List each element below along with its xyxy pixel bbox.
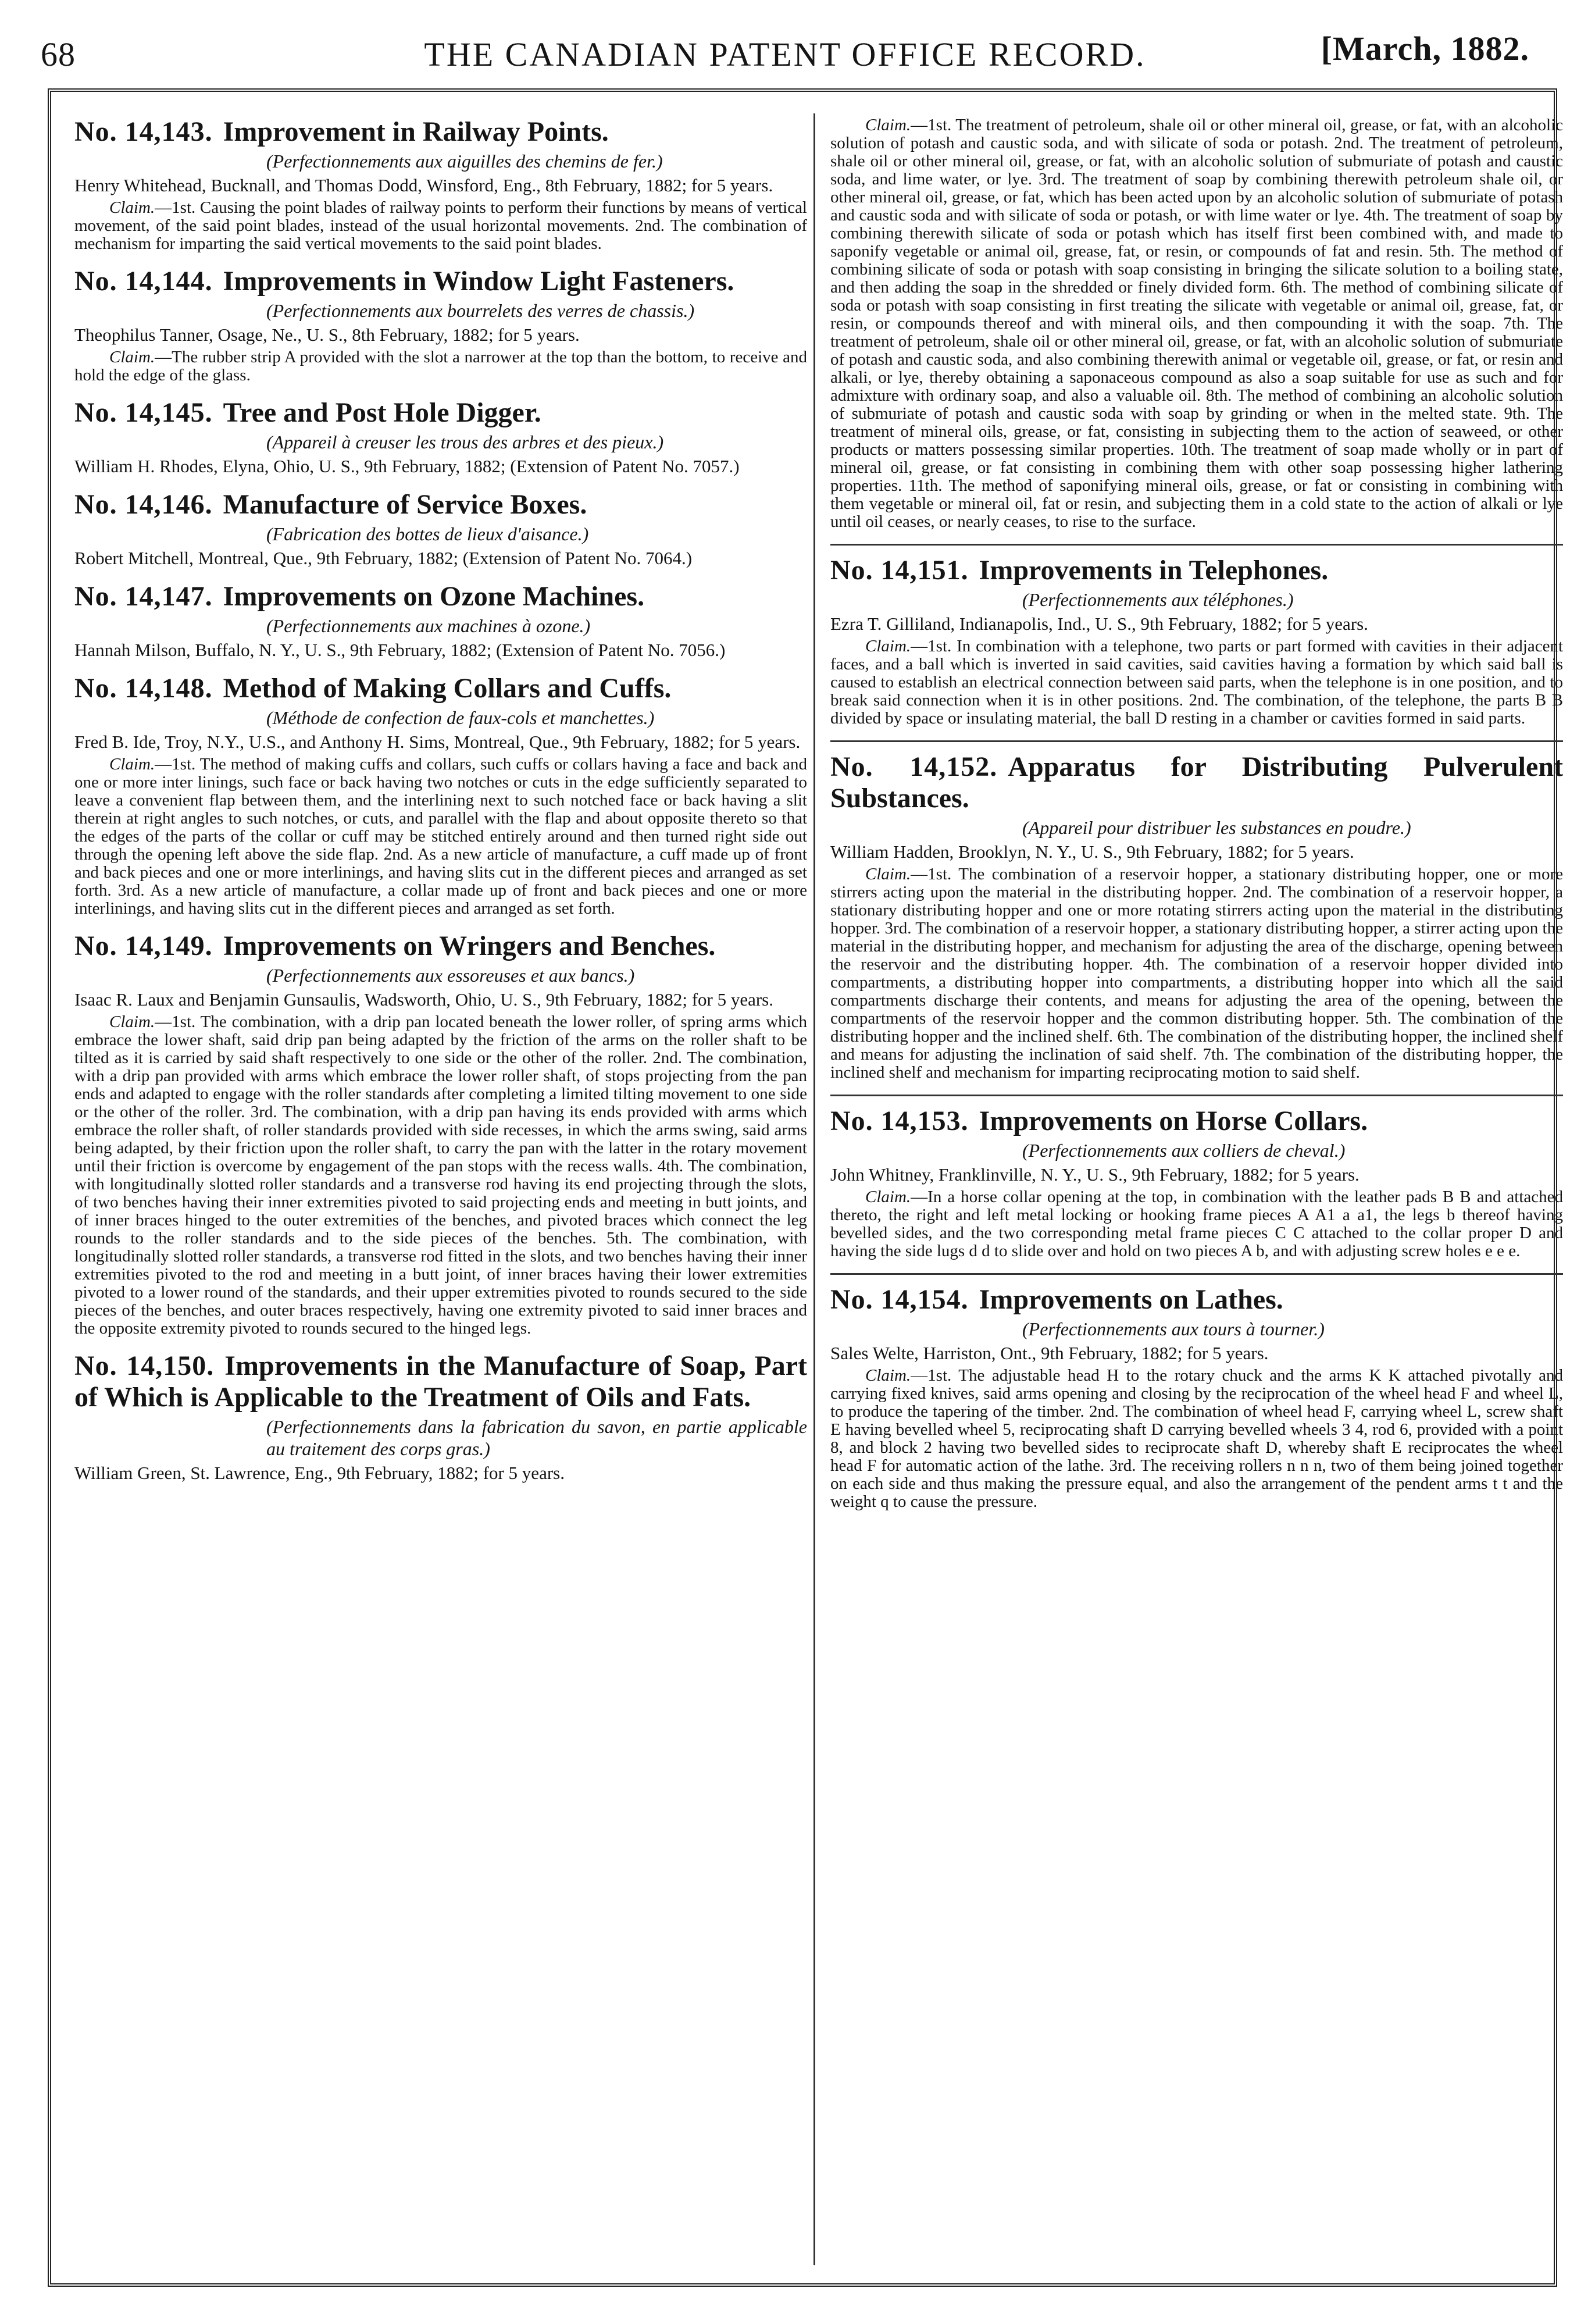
claim-text [74, 1013, 807, 1338]
section-rule [830, 1273, 1563, 1275]
patent-number: No. 14,143. [74, 116, 213, 147]
patent-heading [74, 397, 807, 429]
patent-number: No. 14,152. [830, 751, 998, 782]
inventor-line: John Whitney, Franklinville, N. Y., U. S., 9th February, 1882; for 5 years. [830, 1164, 1360, 1185]
patent-heading [830, 1284, 1563, 1316]
patent-title: Improvements on Horse Collars. [979, 1106, 1368, 1136]
patent-heading [74, 931, 807, 962]
patent-title: Improvements on Ozone Machines. [223, 581, 645, 612]
patent-entry [74, 116, 807, 253]
claim-body: —1st. Causing the point blades of railway points to perform their functions by means of vertical movement, of the said point blades, instead of the usual horizontal movements. 2nd. The combination of mechanism for imparting the said vertical movements to the said point blades. [74, 198, 807, 253]
patent-title: Improvements in the Manufacture of Soap, Part of Which is Applicable to the Treatment of Oils and Fats. [74, 1350, 807, 1413]
section-rule [830, 544, 1563, 546]
french-title: (Perfectionnements aux colliers de cheval.) [1022, 1140, 1346, 1161]
inventor-line: Sales Welte, Harriston, Ont., 9th February, 1882; for 5 years. [830, 1343, 1269, 1363]
patent-entry [830, 555, 1563, 728]
patent-title: Tree and Post Hole Digger. [223, 397, 541, 428]
patent-number: No. 14,147. [74, 581, 213, 612]
french-title: (Perfectionnements aux aiguilles des chemins de fer.) [266, 151, 663, 172]
french-title: (Fabrication des bottes de lieux d'aisance.) [266, 523, 589, 544]
right-column [830, 116, 1563, 2280]
patent-heading [74, 581, 807, 612]
claim-label: Claim. [109, 1013, 155, 1031]
patent-entry [74, 931, 807, 1338]
patent-number: No. 14,153. [830, 1106, 969, 1136]
claim-label: Claim. [865, 1188, 911, 1206]
patent-entry [74, 673, 807, 918]
claim-text [830, 865, 1563, 1082]
claim-text [74, 199, 807, 253]
patent-entry [830, 1284, 1563, 1511]
inventor-line: Robert Mitchell, Montreal, Que., 9th February, 1882; (Extension of Patent No. 7064.) [74, 548, 693, 568]
patent-heading [830, 1106, 1563, 1137]
claim-label: Claim. [865, 116, 911, 134]
right-entries [830, 555, 1563, 1511]
patent-title: Improvements in Telephones. [979, 555, 1329, 586]
claim-label: Claim. [865, 865, 911, 883]
claim-body: —In a horse collar opening at the top, in combination with the leather pads B B and attached thereto, the right and left metal locking or hooking frame pieces A A1 a a1, the legs b thereof having bevelled sides, and the two corresponding metal frame pieces C C attached to the collar proper D and having the side lugs d d to slide over and hold on two pieces A b, and with adjusting screw holes e e e. [830, 1188, 1563, 1260]
patent-entry [74, 489, 807, 568]
inventor-line: Ezra T. Gilliland, Indianapolis, Ind., U. S., 9th February, 1882; for 5 years. [830, 614, 1368, 634]
claim-body: —1st. The adjustable head H to the rotary chuck and the arms K K attached pivotally and carrying fixed knives, said arms opening and closing by the reciprocation of the wheel head F and wheel L, to produce the tapering of the timber. 2nd. The combination of wheel head F, carrying wheel L, screw shaft E having bevelled wheel 5, reciprocating shaft D carrying bevelled wheels 3 4, rod 6, provided with a point 8, and block 2 having two bevelled sides to reciprocate shaft D, whereby shaft E reciprocates the wheel head F for automatic action of the lathe. 3rd. The receiving rollers n n n, two of them being joined together on each side and thus making the pressure equal, and also the arrangement of the pendent arms t t and the weight q to cause the pressure. [830, 1366, 1563, 1511]
inventor-line: Isaac R. Laux and Benjamin Gunsaulis, Wadsworth, Ohio, U. S., 9th February, 1882; for 5 years. [74, 989, 773, 1010]
column-divider [813, 113, 815, 2265]
claim-body: —1st. In combination with a telephone, two parts or part formed with cavities in their adjacent faces, and a ball which is inverted in said cavities, said cavities having a formation by which said ball is caused to establish an electrical connection between said parts, when the telephone is in one position, and to break said connection when it is in other positions. 2nd. The combination, of the telephone, the parts B B divided by space or insulating material, the ball D resting in a chamber or cavities formed in said parts. [830, 637, 1563, 728]
claim-body: —1st. The method of making cuffs and collars, such cuffs or collars having a face and back and one or more inter linings, such face or back having two notches or cuts in the edge sufficiently separated to leave a convenient flap between them, and the interlining next to such notched face or back having a slit therein at right angles to such notches, or cuts, and parallel with the flap and about opposite thereto so that the edges of the parts of the collar or cuff may be stitched entirely around and then turned right side out through the opening left above the side flap. 2nd. As a new article of manufacture, a cuff made up of front and back pieces and one or more interlinings, and having slits cut in the different pieces and arranged as set forth. 3rd. As a new article of manufacture, a collar made up of front and back pieces and one or more interlinings, and having slits cut in the different pieces and arranged as set forth. [74, 755, 807, 918]
section-rule [830, 1095, 1563, 1096]
patent-heading [74, 1350, 807, 1413]
french-title: (Perfectionnements aux machines à ozone.) [266, 615, 591, 636]
french-title: (Perfectionnements aux bourrelets des verres de chassis.) [266, 300, 695, 321]
inventor-line: William H. Rhodes, Elyna, Ohio, U. S., 9th February, 1882; (Extension of Patent No. 7057.) [74, 456, 740, 476]
patent-title: Improvement in Railway Points. [223, 116, 609, 147]
patent-number: No. 14,144. [74, 266, 213, 297]
inventor-line: Fred B. Ide, Troy, N.Y., U.S., and Anthony H. Sims, Montreal, Que., 9th February, 1882; for 5 years. [74, 732, 801, 752]
patent-entry [74, 1350, 807, 1483]
patent-entry [830, 1106, 1563, 1260]
claim-label: Claim. [865, 1366, 911, 1385]
claim-body: —The rubber strip A provided with the slot a narrower at the top than the bottom, to receive and hold the edge of the glass. [74, 348, 807, 384]
claim-label: Claim. [865, 637, 911, 655]
patent-heading [74, 116, 807, 148]
section-rule [830, 740, 1563, 742]
claim-text [830, 1188, 1563, 1260]
inventor-line: William Hadden, Brooklyn, N. Y., U. S., 9th February, 1882; for 5 years. [830, 842, 1354, 862]
left-column [74, 116, 807, 2280]
patent-number: No. 14,149. [74, 931, 213, 961]
inventor-line: Henry Whitehead, Bucknall, and Thomas Dodd, Winsford, Eng., 8th February, 1882; for 5 years. [74, 175, 773, 195]
french-title: (Perfectionnements aux tours à tourner.) [1022, 1318, 1325, 1339]
claim-label: Claim. [109, 348, 155, 366]
french-title: (Méthode de confection de faux-cols et manchettes.) [266, 707, 655, 728]
french-title: (Perfectionnements dans la fabrication du savon, en partie applicable au traitement des corps gras.) [266, 1416, 807, 1459]
page-number: 68 [41, 35, 76, 73]
patent-title: Improvements in Window Light Fasteners. [223, 266, 734, 297]
french-title: (Perfectionnements aux essoreuses et aux bancs.) [266, 965, 635, 986]
soap-claim-continuation [830, 116, 1563, 531]
patent-heading [74, 489, 807, 521]
claim-label: Claim. [109, 198, 155, 217]
page-title: THE CANADIAN PATENT OFFICE RECORD. [424, 35, 1146, 73]
claim-text [830, 1367, 1563, 1511]
patent-entry [74, 266, 807, 384]
patent-number: No. 14,154. [830, 1284, 969, 1315]
claim-body: —1st. The combination of a reservoir hopper, a stationary distributing hopper, one or more stirrers acting upon the material in the distributing hopper. 2nd. The combination of a reservoir hopper, a stationary distributing hopper and one or more rotating stirrers acting upon the material in the distributing hopper. 3rd. The combination of a reservoir hopper, a stationary distributing hopper, a stirrer acting upon the material in the distributing hopper, and mechanism for adjusting the area of the discharge, opening between the reservoir and the distributing hopper. 4th. The combination of a reservoir hopper divided into compartments, a distributing hopper into compartments, a distributing hopper into which all the said compartments discharge their contents, and means for adjusting the area of the opening, between the compartments of the reservoir hopper and the common distributing hopper. 5th. The combination of the distributing hopper and the inclined shelf. 6th. The combination of the distributing hopper, the inclined shelf and means for adjusting the inclination of said shelf. 7th. The combination of the distributing hopper, the inclined shelf and mechanism for imparting reciprocating motion to said shelf. [830, 865, 1563, 1082]
claim-body: —1st. The combination, with a drip pan located beneath the lower roller, of spring arms which embrace the lower shaft, said drip pan being adapted by the friction of the arms on the roller shaft to be tilted as it is carried by said shaft respectively to one side or the other of the roller. 2nd. The combination, with a drip pan provided with arms which embrace the lower roller shaft, of stops projecting from the pan ends and adapted to engage with the roller standards after completing a limited tilting movement to one side or the other of the roller. 3rd. The combination, with a drip pan having its ends provided with arms which embrace the roller shaft, of roller standards provided with side recesses, in which the arms swing, said arms being adapted, by their friction upon the roller shaft, to carry the pan with the latter in the rotary movement until their friction is overcome by engagement of the pan stops with the recess walls. 4th. The combination, with longitudinally slotted roller standards and a transverse rod having its end projecting through the slots, of two benches having their inner extremities pivoted to said projecting ends and meeting in butt joints, and of inner braces hinged to the outer extremities of the benches, and pivoted braces which connect the leg rounds to the roller standards and to the side pieces of the benches. 5th. The combination, with longitudinally slotted roller standards, a transverse rod fitted in the slots, and two benches having their inner extremities pivoted to the rod and meeting in a butt joint, of inner braces having their lower extremities pivoted to a lower round of the standards, and their upper extremities pivoted to rounds secured to the side pieces of the benches, and outer braces respectively, having one extremity pivoted to said inner braces and the opposite extremity pivoted to rounds secured to the hinged legs. [74, 1013, 807, 1338]
patent-entry [74, 397, 807, 476]
issue-date: [March, 1882. [1321, 30, 1529, 67]
patent-title: Method of Making Collars and Cuffs. [223, 673, 672, 704]
inventor-line: William Green, St. Lawrence, Eng., 9th February, 1882; for 5 years. [74, 1463, 565, 1483]
french-title: (Appareil pour distribuer les substances en poudre.) [1022, 817, 1411, 838]
patent-heading [74, 673, 807, 704]
patent-number: No. 14,145. [74, 397, 213, 428]
claim-body: —1st. The treatment of petroleum, shale oil or other mineral oil, grease, or fat, with an alcoholic solution of potash and caustic soda, and with silicate of soda or potash. 2nd. The treatment of petroleum, shale oil or other mineral oil, grease, or fat, with an alcoholic solution of submuriate of potash and caustic soda, and lime water, or lye. 3rd. The treatment of soap by combining therewith petroleum shale oil, or other mineral oil, grease, or fat, which has been acted upon by an alcoholic solution of submuriate of potash and caustic soda and with silicate of soda or potash, or with lime water or lye. 4th. The treatment of soap by combining therewith silicate of soda or potash which has itself first been combined with, and made to saponify vegetable or animal oil, grease, fat, or resin, or compounds of fat and resin. 5th. The method of combining silicate of soda or potash with soap consisting in bringing the silicate solution to a boiling state, and then adding the soap in the shredded or finely divided form. 6th. The method of combining silicate of soda or potash with soap consisting in first treating the silicate with vegetable or animal oil, grease, fat, or resin, or compounds thereof and with mineral oils, and then compounding it with the soap. 7th. The treatment of petroleum, shale oil or other mineral oil, grease, or fat, with an alcoholic solution of submuriate of potash and caustic soda, and also combining therewith animal or vegetable oil, grease, or fat, or resin and alkali, or lye, thereby obtaining a saponaceous compound as also a soap suitable for use as such and for admixture with ordinary soap, and also a valuable oil. 8th. The method of combining an alcoholic solution of submuriate of potash and caustic soda with soap by grinding or when in the melted state. 9th. The treatment of mineral oils, grease, or fat, consisting in subjecting them to the action of seaweed, or other products or matters possessing similar properties. 10th. The treatment of soap made wholly or in part of mineral oil, grease, or fat consisting in combining them with other soap possessing higher lathering properties. 11th. The method of saponifying mineral oils, grease, or fat or consisting in combining with them vegetable or mineral oil, fat or resin, and subjecting them in a cold state to the action of alkali or lye until oil ceases, or nearly ceases, to rise to the surface. [830, 116, 1563, 531]
patent-number: No. 14,148. [74, 673, 213, 704]
claim-text [830, 637, 1563, 728]
claim-label: Claim. [109, 755, 155, 774]
patent-title: Improvements on Wringers and Benches. [223, 931, 716, 961]
inventor-line: Hannah Milson, Buffalo, N. Y., U. S., 9th February, 1882; (Extension of Patent No. 7056.) [74, 640, 726, 660]
page-header [41, 17, 1529, 87]
patent-heading [830, 555, 1563, 586]
inventor-line: Theophilus Tanner, Osage, Ne., U. S., 8th February, 1882; for 5 years. [74, 325, 580, 345]
claim-text [74, 348, 807, 384]
french-title: (Perfectionnements aux téléphones.) [1022, 589, 1294, 610]
french-title: (Appareil à creuser les trous des arbres et des pieux.) [266, 432, 664, 452]
patent-number: No. 14,151. [830, 555, 969, 586]
patent-heading [830, 751, 1563, 814]
claim-text [74, 755, 807, 918]
claim-text [830, 116, 1563, 531]
patent-heading [74, 266, 807, 297]
patent-number: No. 14,146. [74, 489, 213, 520]
patent-number: No. 14,150. [74, 1350, 215, 1381]
patent-title: Improvements on Lathes. [979, 1284, 1283, 1315]
patent-title: Apparatus for Distributing Pulverulent Substances. [830, 751, 1563, 814]
patent-entry [830, 751, 1563, 1082]
patent-title: Manufacture of Service Boxes. [223, 489, 587, 520]
patent-entry [74, 581, 807, 660]
